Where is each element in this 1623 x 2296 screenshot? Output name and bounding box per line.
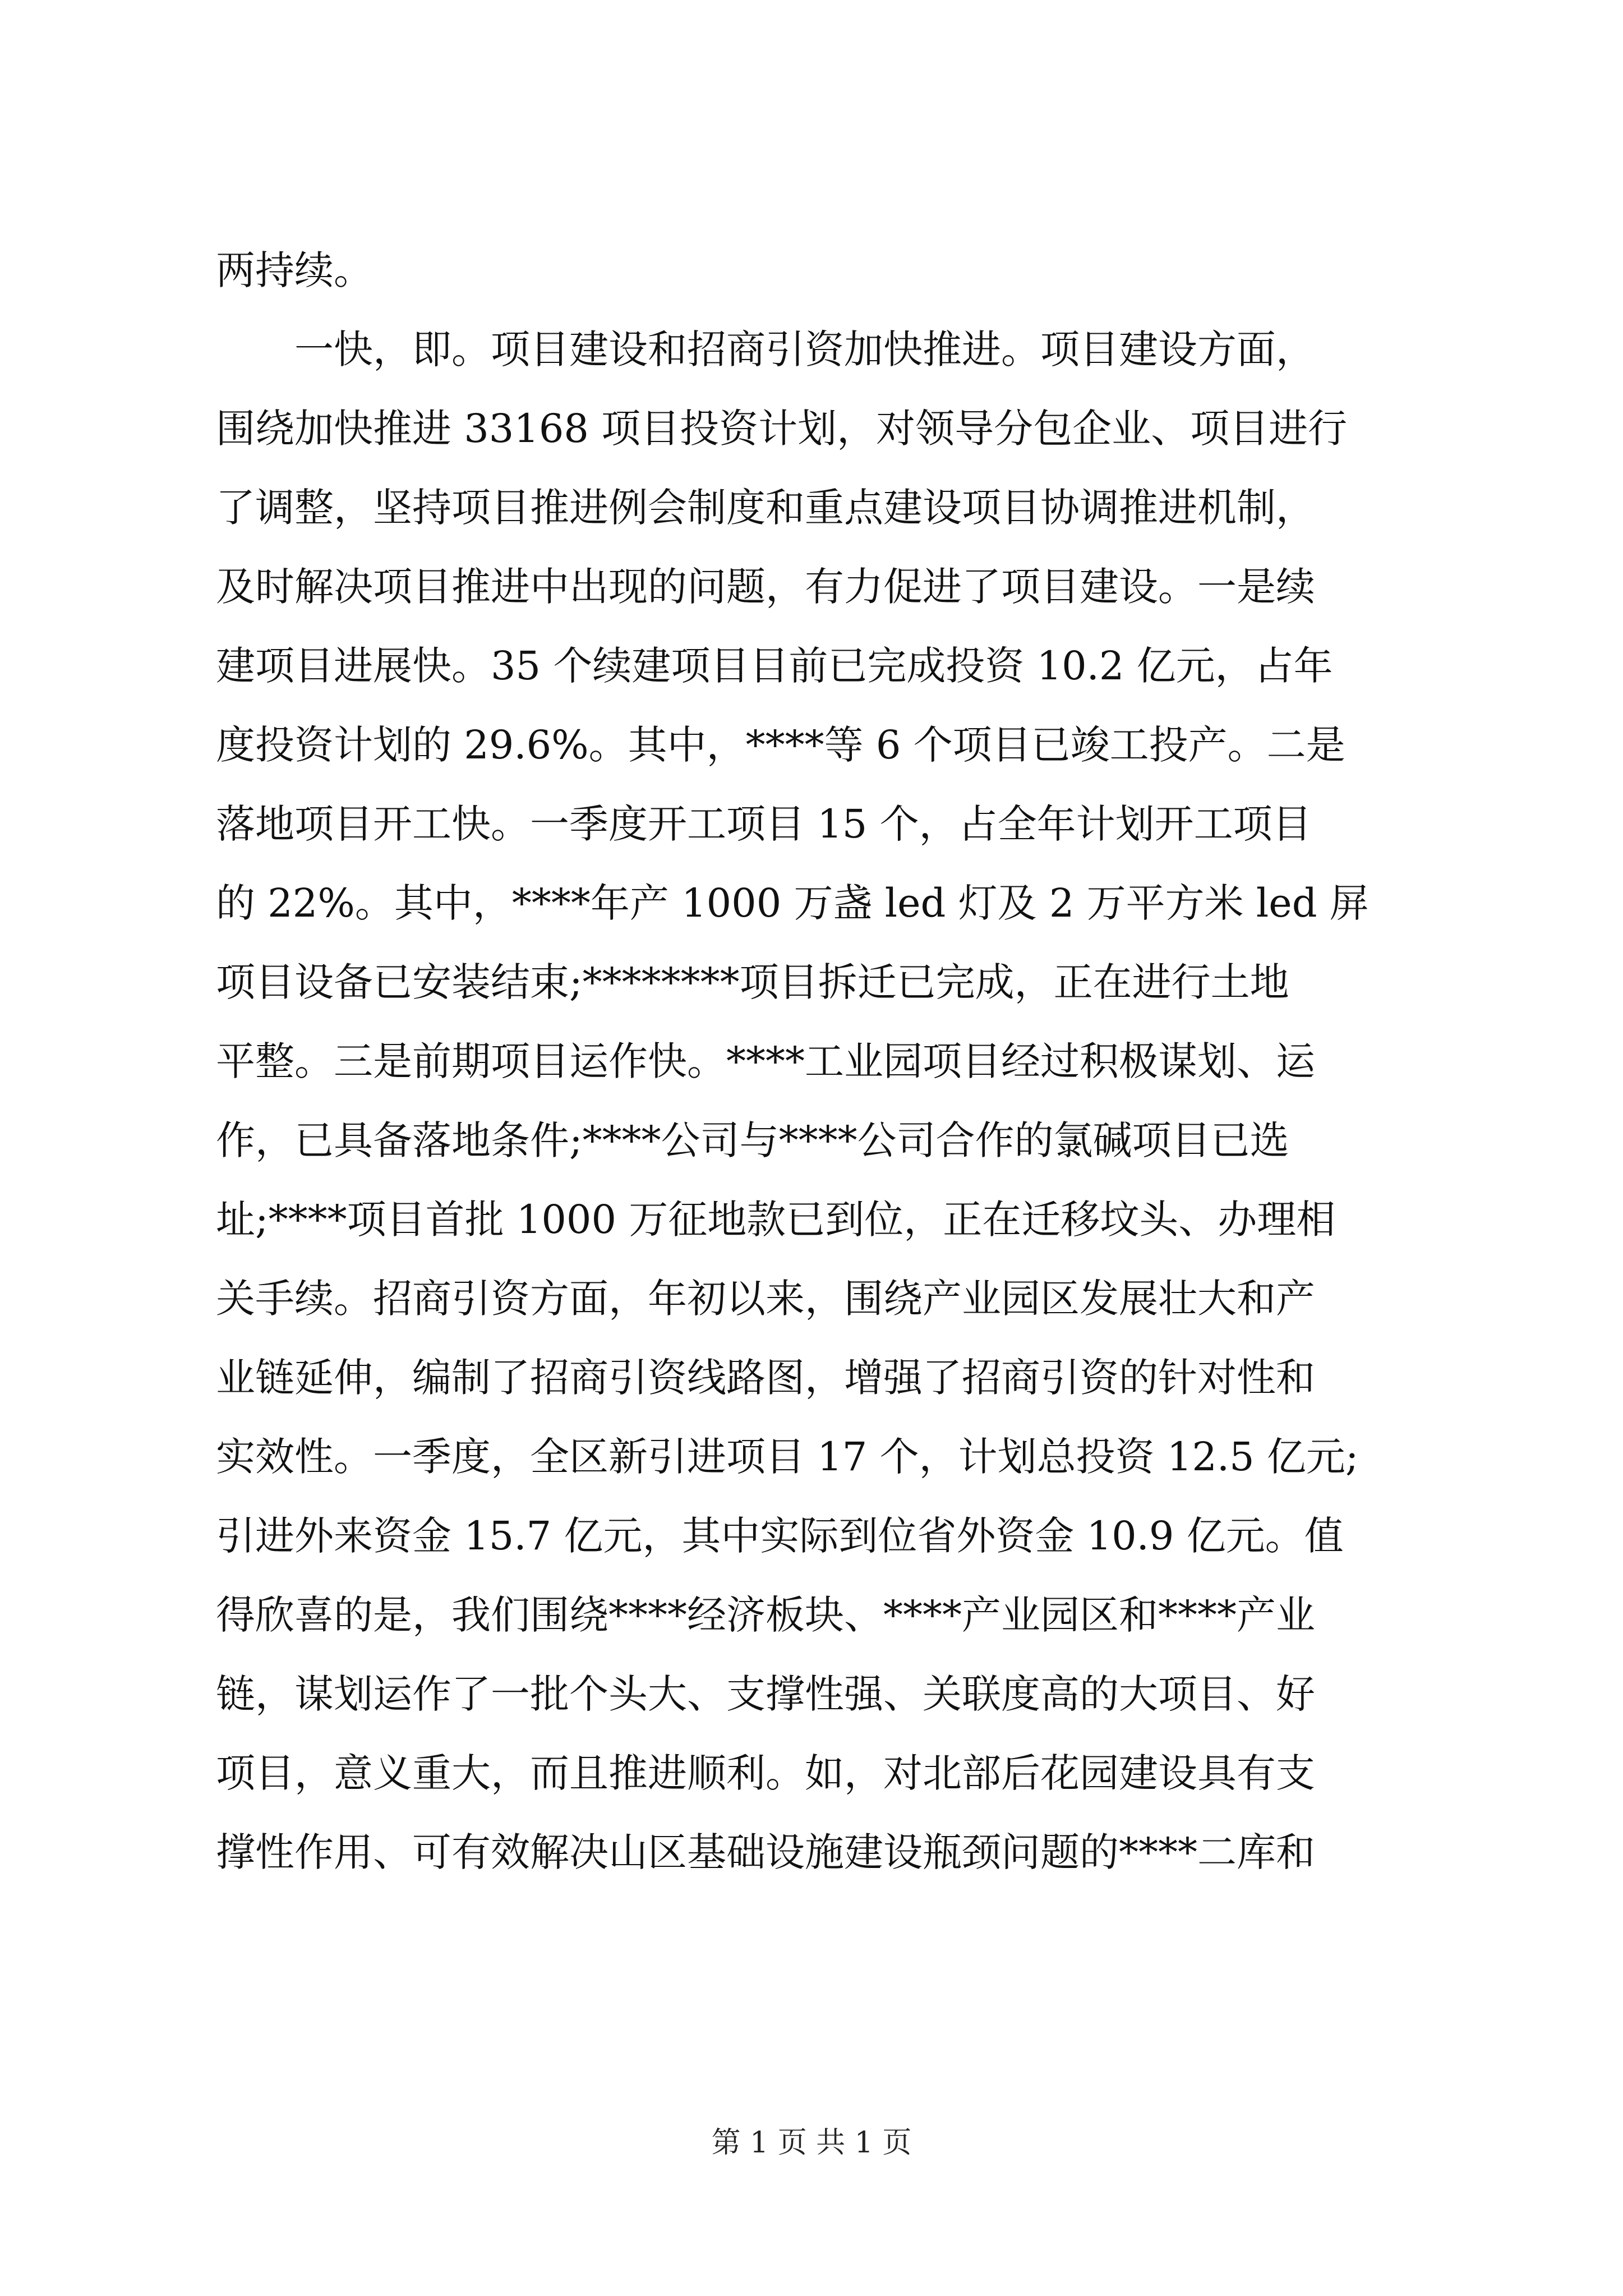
text-line: 实效性。一季度，全区新引进项目 17 个，计划总投资 12.5 亿元; — [216, 1434, 1359, 1480]
text-line: 及时解决项目推进中出现的问题，有力促进了项目建设。一是续 — [216, 564, 1315, 610]
text-line: 建项目进展快。35 个续建项目目前已完成投资 10.2 亿元，占年 — [216, 643, 1333, 689]
text-line: 引进外来资金 15.7 亿元，其中实际到位省外资金 10.9 亿元。值 — [216, 1513, 1344, 1559]
text-line: 作，已具备落地条件;****公司与****公司合作的氯碱项目已选 — [216, 1117, 1289, 1163]
text-line: 平整。三是前期项目运作快。****工业园项目经过积极谋划、运 — [216, 1038, 1315, 1084]
body-text — [216, 231, 1399, 1892]
text-line: 度投资计划的 29.6%。其中，****等 6 个项目已竣工投产。二是 — [216, 722, 1345, 768]
text-line: 围绕加快推进 33168 项目投资计划，对领导分包企业、项目进行 — [216, 406, 1348, 452]
page-footer — [0, 2120, 1623, 2165]
text-line: 链，谋划运作了一批个头大、支撑性强、关联度高的大项目、好 — [216, 1671, 1315, 1717]
text-line: 关手续。招商引资方面，年初以来，围绕产业园区发展壮大和产 — [216, 1276, 1315, 1322]
text-line: 业链延伸，编制了招商引资线路图，增强了招商引资的针对性和 — [216, 1355, 1315, 1401]
text-line: 了调整，坚持项目推进例会制度和重点建设项目协调推进机制， — [216, 485, 1315, 531]
text-line: 得欣喜的是，我们围绕****经济板块、****产业园区和****产业 — [216, 1592, 1315, 1638]
text-line: 的 22%。其中，****年产 1000 万盏 led 灯及 2 万平方米 led 屏 — [216, 880, 1369, 926]
page-number: 第 1 页 共 1 页 — [711, 2126, 912, 2160]
text-line: 项目，意义重大，而且推进顺利。如，对北部后花园建设具有支 — [216, 1750, 1315, 1796]
text-line: 一快，即。项目建设和招商引资加快推进。项目建设方面， — [216, 326, 1315, 372]
text-line: 落地项目开工快。一季度开工项目 15 个，占全年计划开工项目 — [216, 801, 1312, 847]
text-line: 两持续。 — [216, 247, 373, 293]
text-line: 项目设备已安装结束;********项目拆迁已完成，正在进行土地 — [216, 959, 1289, 1005]
text-line: 址;****项目首批 1000 万征地款已到位，正在迁移坟头、办理相 — [216, 1197, 1336, 1243]
text-line: 撑性作用、可有效解决山区基础设施建设瓶颈问题的****二库和 — [216, 1829, 1315, 1875]
